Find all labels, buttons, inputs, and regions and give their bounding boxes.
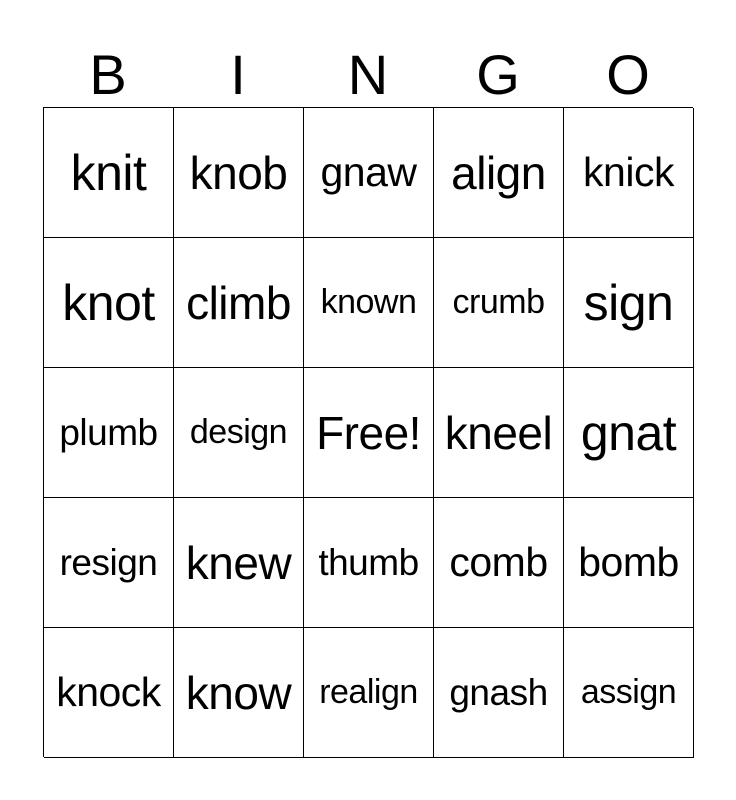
bingo-header bbox=[43, 42, 693, 108]
bingo-cell[interactable]: realign bbox=[304, 628, 434, 758]
bingo-cell[interactable]: gnash bbox=[434, 628, 564, 758]
header-letter-o: O bbox=[606, 43, 650, 106]
bingo-cell[interactable]: design bbox=[174, 368, 304, 498]
bingo-cell[interactable]: know bbox=[174, 628, 304, 758]
bingo-cell[interactable]: knot bbox=[44, 238, 174, 368]
header-letter-i: I bbox=[230, 43, 246, 106]
bingo-cell[interactable]: knick bbox=[564, 108, 694, 238]
bingo-board bbox=[43, 107, 693, 757]
bingo-cell[interactable]: kneel bbox=[434, 368, 564, 498]
bingo-cell[interactable]: knew bbox=[174, 498, 304, 628]
bingo-cell[interactable]: knob bbox=[174, 108, 304, 238]
bingo-cell[interactable]: plumb bbox=[44, 368, 174, 498]
bingo-cell[interactable]: gnaw bbox=[304, 108, 434, 238]
header-letter-b: B bbox=[89, 43, 127, 106]
bingo-cell[interactable]: sign bbox=[564, 238, 694, 368]
free-space-cell[interactable]: Free! bbox=[304, 368, 434, 498]
bingo-cell[interactable]: comb bbox=[434, 498, 564, 628]
bingo-cell[interactable]: assign bbox=[564, 628, 694, 758]
bingo-cell[interactable]: knock bbox=[44, 628, 174, 758]
bingo-cell[interactable]: gnat bbox=[564, 368, 694, 498]
bingo-cell[interactable]: align bbox=[434, 108, 564, 238]
bingo-cell[interactable]: resign bbox=[44, 498, 174, 628]
header-letter-n: N bbox=[347, 43, 389, 106]
bingo-cell[interactable]: climb bbox=[174, 238, 304, 368]
bingo-cell[interactable]: crumb bbox=[434, 238, 564, 368]
bingo-cell[interactable]: bomb bbox=[564, 498, 694, 628]
bingo-cell[interactable]: knit bbox=[44, 108, 174, 238]
bingo-cell[interactable]: thumb bbox=[304, 498, 434, 628]
header-letter-g: G bbox=[476, 43, 520, 106]
bingo-cell[interactable]: known bbox=[304, 238, 434, 368]
